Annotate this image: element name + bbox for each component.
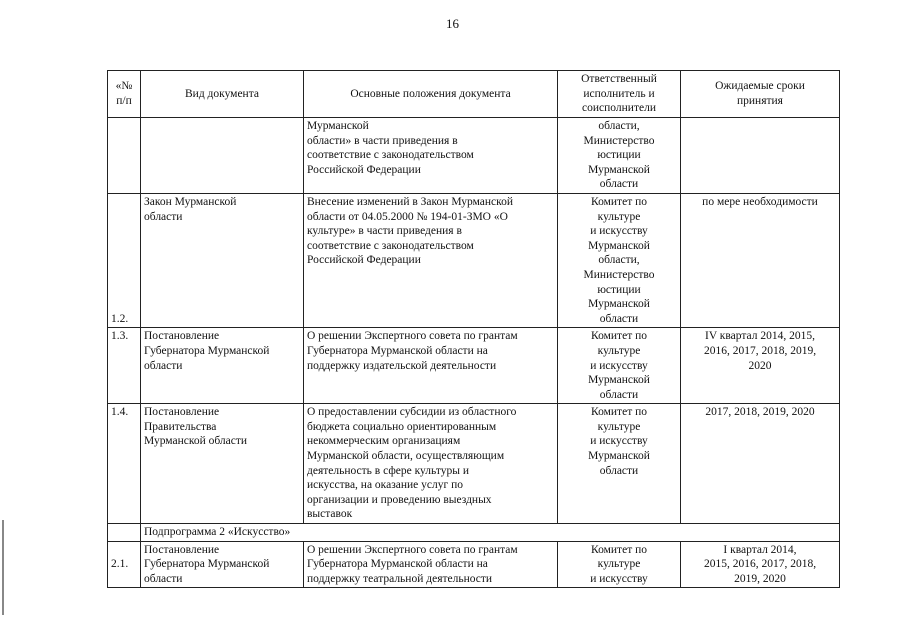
subprogram-row (108, 524, 840, 542)
row-deadline: IV квартал 2014, 2015, 2016, 2017, 2018, 2019, 2020 (681, 328, 840, 404)
row-responsible: Комитет по культуре и искусству (558, 541, 681, 588)
header-responsible: Ответственный исполнитель и соисполнители (558, 71, 681, 118)
row-deadline (681, 118, 840, 194)
row-doc-type: Постановление Губернатора Мурманской области (141, 541, 304, 588)
row-deadline: I квартал 2014, 2015, 2016, 2017, 2018, 2019, 2020 (681, 541, 840, 588)
header-num: «№ п/п (108, 71, 141, 118)
row-num: 1.4. (108, 404, 141, 524)
row-responsible: Комитет по культуре и искусству Мурманской области (558, 328, 681, 404)
table-row (108, 193, 840, 327)
row-responsible: Комитет по культуре и искусству Мурманской области, Министерство юстиции Мурманской области (558, 193, 681, 327)
row-deadline: по мере необходимости (681, 193, 840, 327)
table-row (108, 541, 840, 588)
subprogram-num-cell (108, 524, 141, 542)
row-num: 1.3. (108, 328, 141, 404)
row-provisions: О решении Экспертного совета по грантам Губернатора Мурманской области на поддержку театральной деятельности (304, 541, 558, 588)
table-row (108, 404, 840, 524)
row-provisions: О предоставлении субсидии из областного бюджета социально ориентированным некоммерческим организациям Мурманской области, осуществляющим деятельность в сфере культуры и искусства, на оказание услуг по организации и проведению выездных выставок (304, 404, 558, 524)
row-doc-type: Постановление Губернатора Мурманской области (141, 328, 304, 404)
documents-table (107, 70, 840, 588)
row-doc-type: Постановление Правительства Мурманской области (141, 404, 304, 524)
row-num (108, 118, 141, 194)
page-number: 16 (446, 16, 459, 31)
header-doc-type: Вид документа (141, 71, 304, 118)
table-row (108, 118, 840, 194)
row-responsible: области, Министерство юстиции Мурманской области (558, 118, 681, 194)
table-row (108, 328, 840, 404)
subprogram-title: Подпрограмма 2 «Искусство» (141, 524, 840, 542)
row-deadline: 2017, 2018, 2019, 2020 (681, 404, 840, 524)
scan-edge-mark (2, 520, 4, 615)
row-provisions: О решении Экспертного совета по грантам Губернатора Мурманской области на поддержку издательской деятельности (304, 328, 558, 404)
row-responsible: Комитет по культуре и искусству Мурманской области (558, 404, 681, 524)
header-provisions: Основные положения документа (304, 71, 558, 118)
row-provisions: Внесение изменений в Закон Мурманской области от 04.05.2000 № 194-01-ЗМО «О культуре» в части приведения в соответствие с законодательством Российской Федерации (304, 193, 558, 327)
row-doc-type (141, 118, 304, 194)
row-num: 1.2. (108, 193, 141, 327)
row-provisions: Мурманской области» в части приведения в соответствие с законодательством Российской Федерации (304, 118, 558, 194)
table-header-row (108, 71, 840, 118)
row-doc-type: Закон Мурманской области (141, 193, 304, 327)
row-num: 2.1. (108, 541, 141, 588)
header-deadline: Ожидаемые сроки принятия (681, 71, 840, 118)
